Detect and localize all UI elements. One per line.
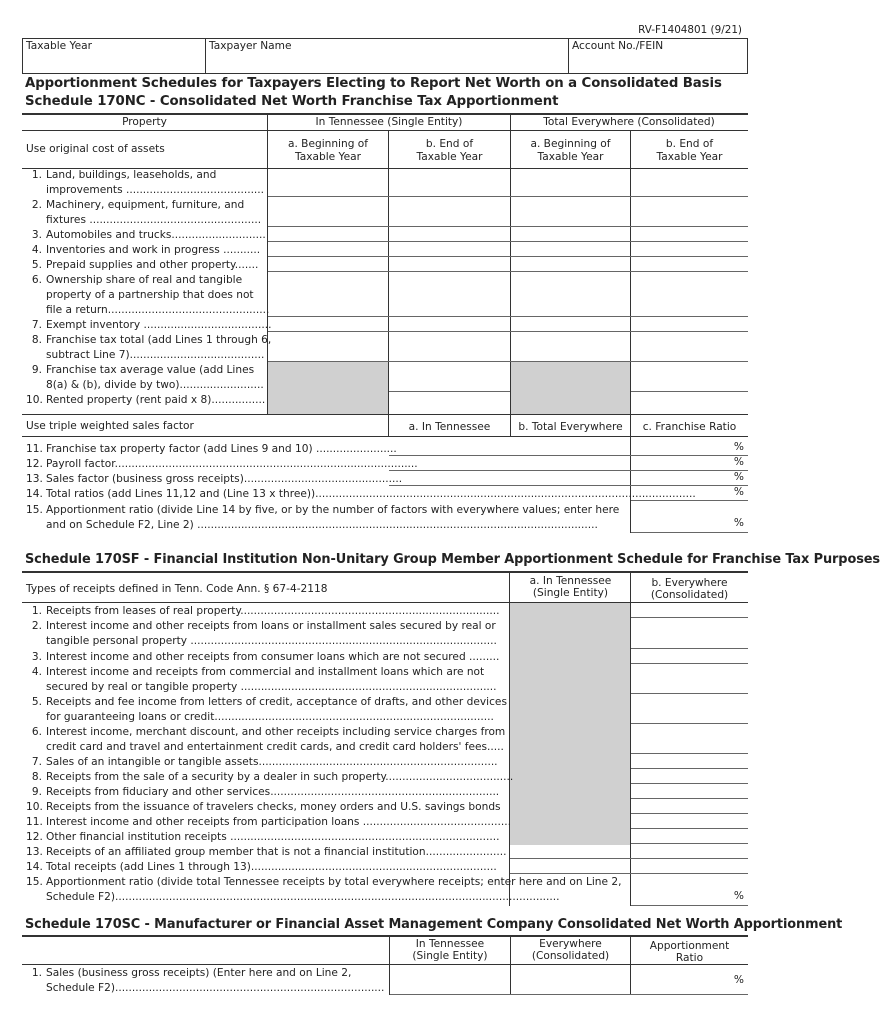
sf-line-15-cont: Schedule F2).................................................................................................................................... xyxy=(46,891,560,903)
nc-input-line-3[interactable] xyxy=(268,227,748,241)
sf-line-8: 8. Receipts from the sale of a security by a dealer in such property...................................... xyxy=(31,771,514,783)
sf-line-3: 3. Interest income and other receipts from consumer loans which are not secured ......... xyxy=(31,651,500,663)
nc-col-property: Property xyxy=(122,116,167,128)
account-no-label: Account No./FEIN xyxy=(572,40,664,52)
form-id: RV-F1404801 (9/21) xyxy=(638,24,742,36)
nc-line-9-cont: 8(a) & (b), divide by two)......................... xyxy=(46,379,264,391)
nc-line-11: 11. Franchise tax property factor (add Lines 9 and 10) ........................ xyxy=(26,443,397,455)
nc-col-c-c: c. Franchise Ratio xyxy=(642,421,737,433)
nc-line-3: 3. Automobiles and trucks............................ xyxy=(31,229,266,241)
sf-line-12: 12. Other financial institution receipts ................................................................................ xyxy=(26,831,500,843)
taxpayer-name-field[interactable] xyxy=(207,54,565,72)
pct-line-14: % xyxy=(733,486,744,498)
nc-input-line-1[interactable] xyxy=(268,182,748,196)
sf-col-b1: b. Everywhere xyxy=(651,577,728,589)
sf-input-line-8[interactable] xyxy=(631,769,748,783)
nc-input-line-2[interactable] xyxy=(268,212,748,226)
nc-input-line-4[interactable] xyxy=(268,242,748,256)
main-title: Apportionment Schedules for Taxpayers Electing to Report Net Worth on a Consolidated Basis xyxy=(25,76,722,91)
sf-types: Types of receipts defined in Tenn. Code Ann. § 67-4-2118 xyxy=(26,583,328,595)
sf-input-line-4[interactable] xyxy=(631,679,748,693)
nc-input-line-9-total[interactable] xyxy=(631,377,748,391)
nc-sub-a1: a. Beginning of xyxy=(287,138,369,150)
sf-line-5: 5. Receipts and fee income from letters of credit, acceptance of drafts, and other devices xyxy=(31,696,507,708)
nc-line-2: 2. Machinery, equipment, furniture, and xyxy=(31,199,245,211)
sc-col-ap2: Ratio xyxy=(675,952,704,964)
nc-input-line-9-tn[interactable] xyxy=(389,377,510,391)
nc-line-6-cont2: file a return................................................ xyxy=(46,304,270,316)
sf-input-line-9[interactable] xyxy=(631,784,748,798)
sf-input-line-7[interactable] xyxy=(631,754,748,768)
sf-line-6-cont: credit card and travel and entertainment credit cards, and credit card holders' fees..... xyxy=(46,741,504,753)
sc-col-ap1: Apportionment xyxy=(649,940,730,952)
taxable-year-label: Taxable Year xyxy=(26,40,92,52)
pct-line-11: % xyxy=(733,441,744,453)
nc-input-line-11[interactable] xyxy=(389,441,748,455)
nc-input-line-7[interactable] xyxy=(268,317,748,331)
sf-col-b2: (Consolidated) xyxy=(650,589,729,601)
pct-line-13: % xyxy=(733,471,744,483)
nc-line-10: 10. Rented property (rent paid x 8)................ xyxy=(26,394,266,406)
nc-line-1-cont: improvements ......................................... xyxy=(46,184,265,196)
sc-line-1-cont: Schedule F2)................................................................................ xyxy=(46,982,385,994)
nc-line-9: 9. Franchise tax average value (add Lines xyxy=(31,364,255,376)
sf-line-15: 15. Apportionment ratio (divide total Tennessee receipts by total everywhere receipts; enter here and on Line 2, xyxy=(26,876,622,888)
sc-col-ev1: Everywhere xyxy=(539,938,602,950)
sf-line-13: 13. Receipts of an affiliated group member that is not a financial institution........................ xyxy=(26,846,507,858)
nc-shade-tn xyxy=(268,362,388,414)
nc-sub-a2: Taxable Year xyxy=(295,151,361,163)
sf-line-7: 7. Sales of an intangible or tangible assets....................................................................... xyxy=(31,756,498,768)
sf-input-line-10[interactable] xyxy=(631,799,748,813)
sc-line-1: 1. Sales (business gross receipts) (Enter here and on Line 2, xyxy=(31,967,352,979)
nc-sub-b2: Taxable Year xyxy=(416,151,483,163)
sf-line-6: 6. Interest income, merchant discount, and other receipts including service charges from xyxy=(31,726,506,738)
nc-line-8-cont: subtract Line 7)........................................ xyxy=(46,349,265,361)
sf-shade-tn xyxy=(510,603,630,845)
nc-line-6: 6. Ownership share of real and tangible xyxy=(31,274,243,286)
sf-input-line-2[interactable] xyxy=(631,634,748,648)
nc-shade-total xyxy=(511,362,630,414)
sf-line-9: 9. Receipts from fiduciary and other services.................................................................... xyxy=(31,786,500,798)
taxpayer-name-label: Taxpayer Name xyxy=(209,40,292,52)
sc-col-ev2: (Consolidated) xyxy=(531,950,610,962)
nc-line-4: 4. Inventories and work in progress ........... xyxy=(31,244,261,256)
nc-use-cost: Use original cost of assets xyxy=(26,143,165,155)
nc-line-14: 14. Total ratios (add Lines 11,12 and (Line 13 x three))................................................................................................................. xyxy=(26,488,696,500)
sc-input-ratio[interactable] xyxy=(631,966,748,994)
nc-input-line-12[interactable] xyxy=(389,456,748,470)
sc-title: Schedule 170SC - Manufacturer or Financial Asset Management Company Consolidated Net Worth Apportionment xyxy=(25,917,843,932)
nc-line-2-cont: fixtures ................................................... xyxy=(46,214,262,226)
nc-input-line-5[interactable] xyxy=(268,257,748,271)
sf-input-line-14[interactable] xyxy=(510,859,748,873)
nc-line-8: 8. Franchise tax total (add Lines 1 through 6, xyxy=(31,334,272,346)
nc-col-c-b: b. Total Everywhere xyxy=(518,421,623,433)
account-no-field[interactable] xyxy=(570,54,746,72)
nc-col-tn: In Tennessee (Single Entity) xyxy=(315,116,463,128)
nc-input-line-13[interactable] xyxy=(389,471,748,485)
sf-input-line-1[interactable] xyxy=(631,603,748,617)
nc-line-15: 15. Apportionment ratio (divide Line 14 by five, or by the number of factors with everywhere values; enter here xyxy=(26,504,620,516)
nc-col-total: Total Everywhere (Consolidated) xyxy=(543,116,715,128)
nc-line-15-cont: and on Schedule F2, Line 2) ....................................................................................................................... xyxy=(46,519,598,531)
nc-line-5: 5. Prepaid supplies and other property....... xyxy=(31,259,259,271)
sf-line-14: 14. Total receipts (add Lines 1 through 13)......................................................................... xyxy=(26,861,497,873)
sc-col-tn1: In Tennessee xyxy=(415,938,485,950)
sf-line-2-cont: tangible personal property ........................................................................................... xyxy=(46,635,497,647)
nc-input-line-6[interactable] xyxy=(268,302,748,316)
nc-triple-weighted: Use triple weighted sales factor xyxy=(26,420,194,432)
nc-input-line-15[interactable] xyxy=(631,515,748,532)
nc-line-13: 13. Sales factor (business gross receipts)............................................... xyxy=(26,473,403,485)
sf-input-line-12[interactable] xyxy=(631,829,748,843)
pct-line-15: % xyxy=(733,517,744,529)
sf-input-line-13[interactable] xyxy=(510,844,748,858)
sf-input-line-15[interactable] xyxy=(631,888,748,905)
nc-line-7: 7. Exempt inventory ...................................... xyxy=(31,319,272,331)
nc-input-line-14[interactable] xyxy=(631,486,748,500)
sf-line-5-cont: for guaranteeing loans or credit................................................................................... xyxy=(46,711,494,723)
sf-line-10: 10. Receipts from the issuance of travelers checks, money orders and U.S. savings bonds xyxy=(26,801,501,813)
nc-col-c-a: a. In Tennessee xyxy=(408,421,491,433)
nc-sub-c2: Taxable Year xyxy=(537,151,604,163)
sf-line-4: 4. Interest income and receipts from commercial and installment loans which are not xyxy=(31,666,485,678)
sf-line-4-cont: secured by real or tangible property ............................................................................ xyxy=(46,681,497,693)
sf-input-line-5[interactable] xyxy=(631,709,748,723)
nc-line-12: 12. Payroll factor.......................................................................................... xyxy=(26,458,418,470)
sf-line-1: 1. Receipts from leases of real property............................................................................. xyxy=(31,605,500,617)
nc-sub-b1: b. End of xyxy=(425,138,474,150)
nc-sub-d1: b. End of xyxy=(665,138,714,150)
sc-input-tn[interactable] xyxy=(390,966,510,994)
sf-pct-line-15: % xyxy=(733,890,744,902)
sf-line-2: 2. Interest income and other receipts from loans or installment sales secured by real or xyxy=(31,620,496,632)
sf-col-a1: a. In Tennessee xyxy=(529,575,612,587)
nc-sub-d2: Taxable Year xyxy=(656,151,723,163)
sf-title: Schedule 170SF - Financial Institution Non-Unitary Group Member Apportionment Schedule for Franchise Tax Purposes xyxy=(25,552,880,567)
nc-input-line-8[interactable] xyxy=(268,347,748,361)
sf-line-11: 11. Interest income and other receipts from participation loans ............................................ xyxy=(26,816,511,828)
sc-col-tn2: (Single Entity) xyxy=(412,950,488,962)
nc-title: Schedule 170NC - Consolidated Net Worth Franchise Tax Apportionment xyxy=(25,94,559,109)
sf-input-line-3[interactable] xyxy=(631,649,748,663)
nc-sub-c1: a. Beginning of xyxy=(530,138,611,150)
pct-line-12: % xyxy=(733,456,744,468)
nc-line-6-cont: property of a partnership that does not xyxy=(46,289,254,301)
taxable-year-field[interactable] xyxy=(24,54,202,72)
sc-input-everywhere[interactable] xyxy=(511,966,630,994)
sc-pct: % xyxy=(733,974,744,986)
nc-line-1: 1. Land, buildings, leaseholds, and xyxy=(31,169,217,181)
sf-col-a2: (Single Entity) xyxy=(532,587,609,599)
sf-input-line-11[interactable] xyxy=(631,814,748,828)
sf-input-line-6[interactable] xyxy=(631,739,748,753)
